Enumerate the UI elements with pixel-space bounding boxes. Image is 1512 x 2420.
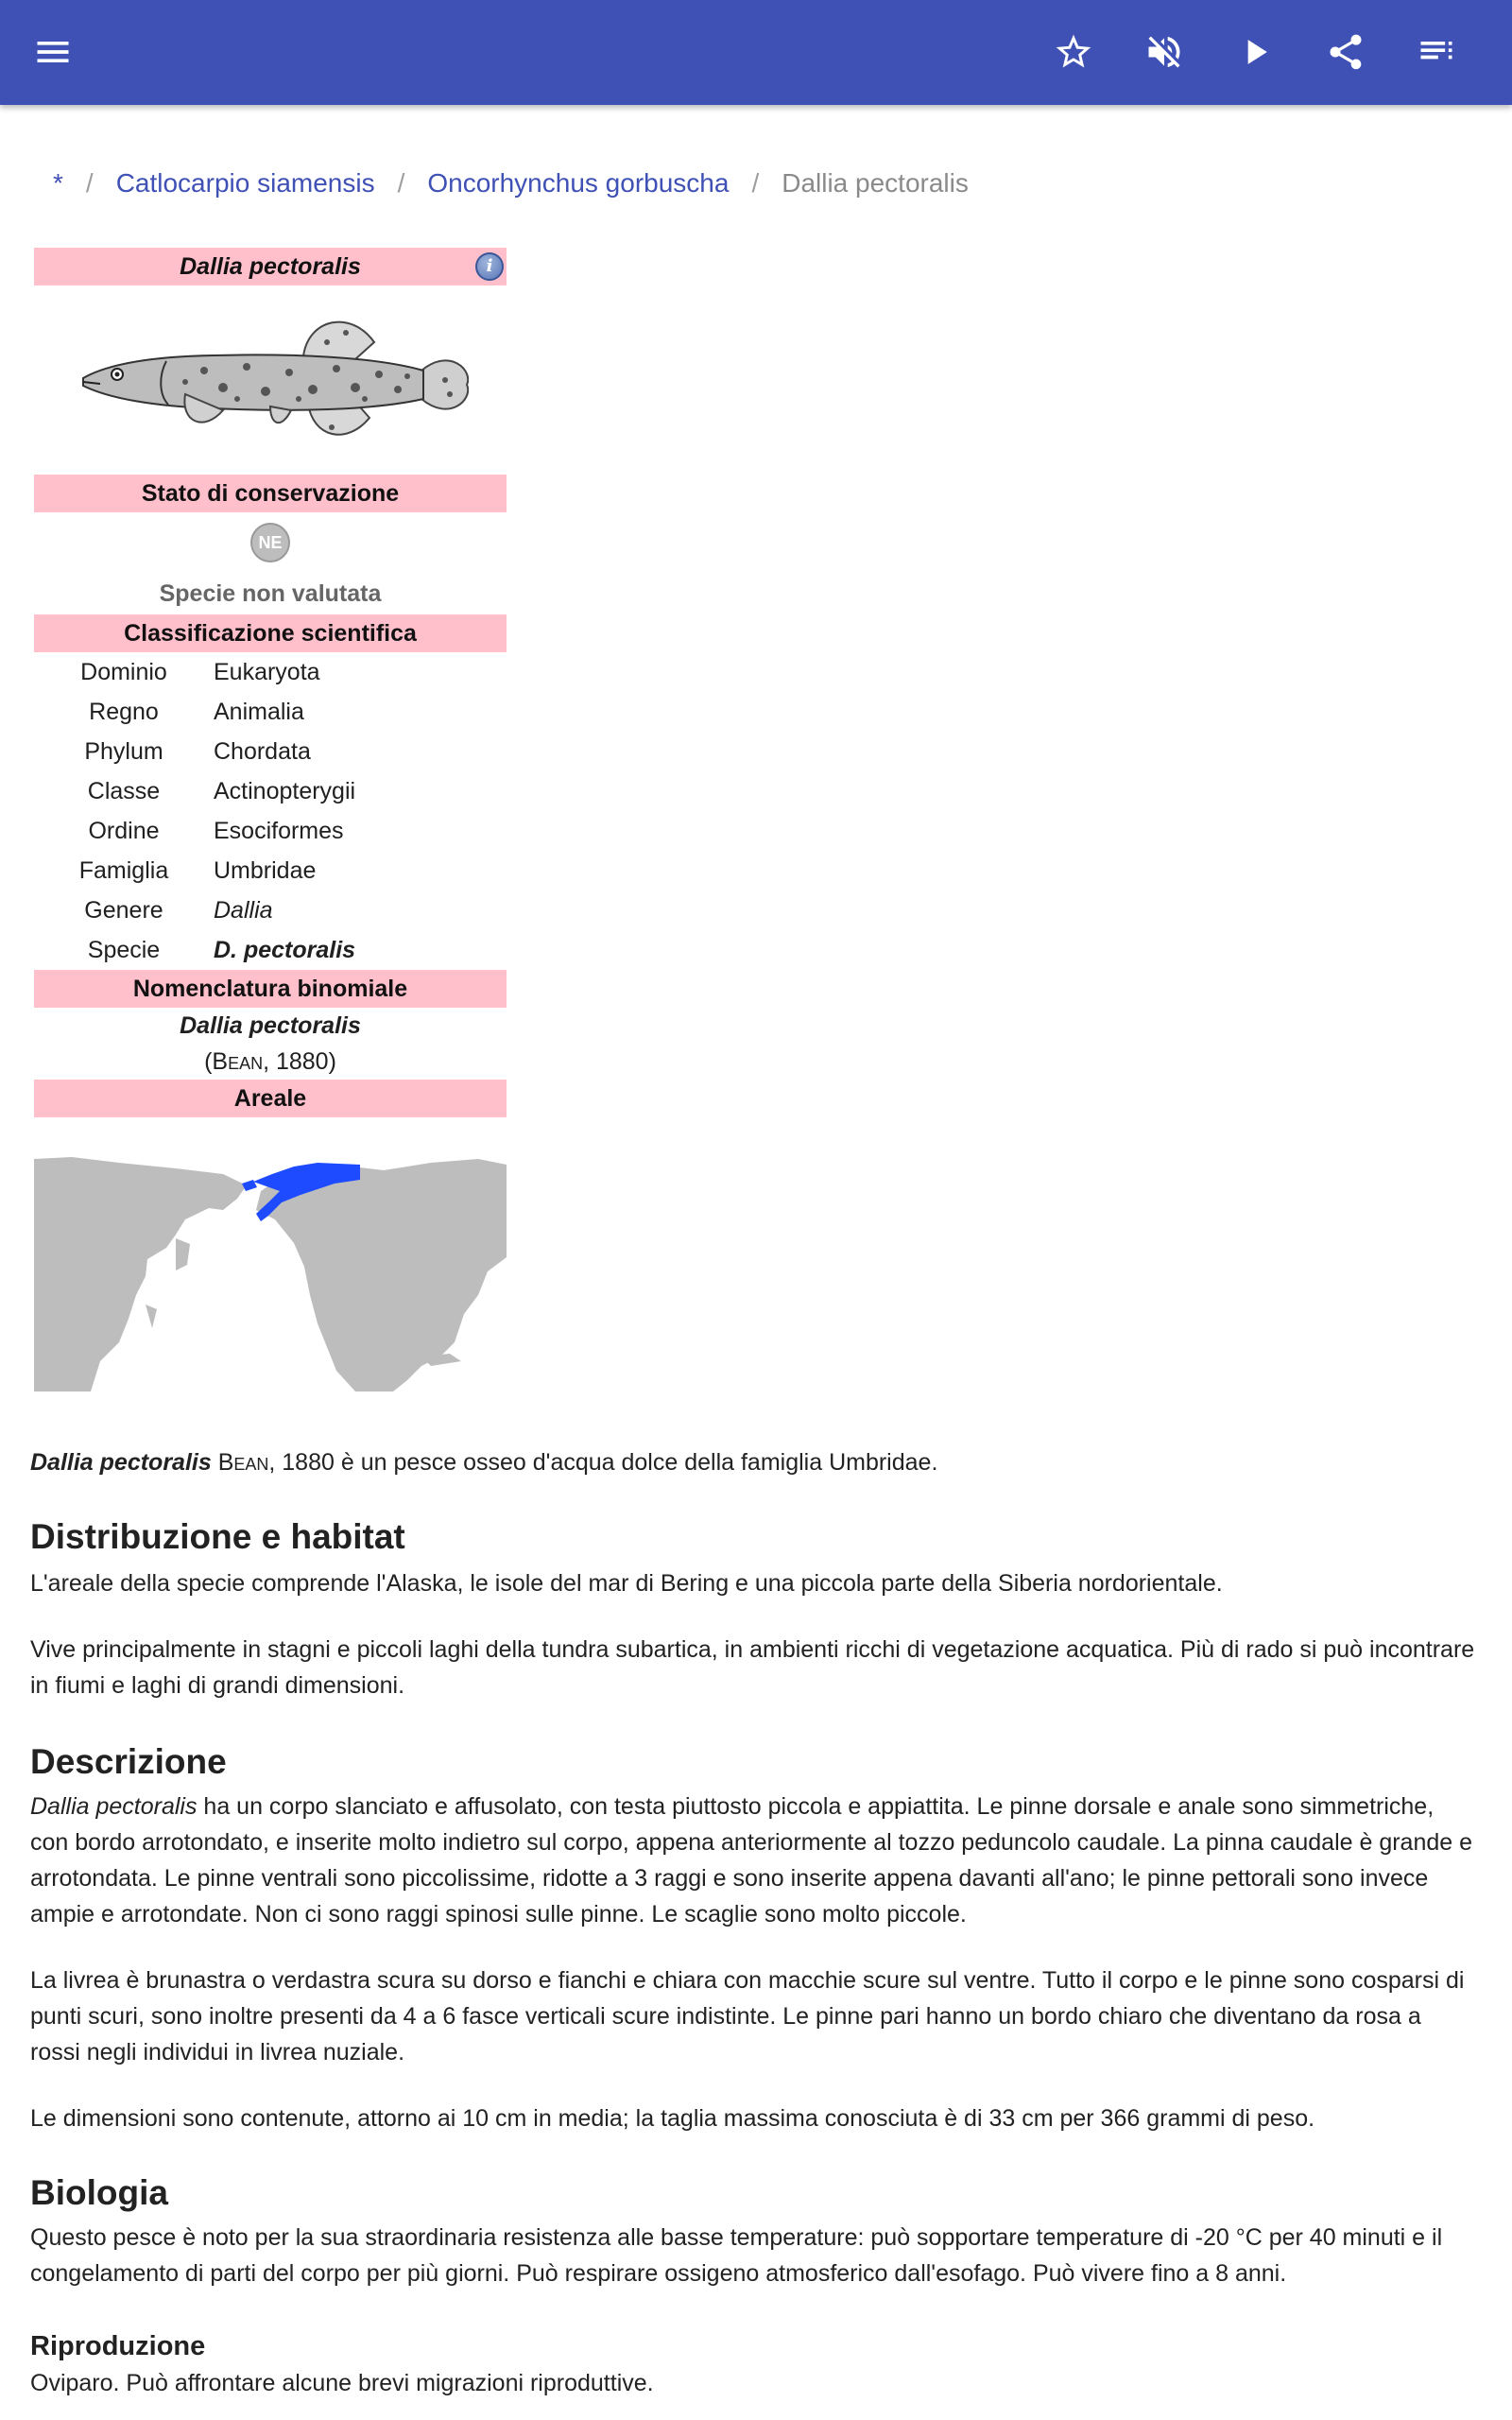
fish-illustration[interactable] [34, 285, 507, 475]
menu-icon [32, 31, 74, 73]
descrizione-species-name: Dallia pectoralis [30, 1793, 198, 1820]
breadcrumb-separator: / [751, 168, 760, 198]
section-title-distribuzione: Distribuzione e habitat [30, 1517, 405, 1556]
taxonomy-row [34, 652, 507, 692]
riproduzione-paragraph: Oviparo. Può affrontare alcune brevi migrazioni riproduttive. [30, 2370, 654, 2396]
breadcrumb-link-root[interactable]: * [53, 168, 63, 198]
breadcrumb-link-catlocarpio[interactable]: Catlocarpio siamensis [115, 168, 375, 198]
conservation-badge-row [34, 512, 507, 573]
volume-off-icon [1143, 31, 1185, 73]
distribuzione-paragraph-1: L'areale della specie comprende l'Alaska, le isole del mar di Bering e una piccola parte della Siberia nordorientale. [30, 1570, 1223, 1597]
range-map-image [34, 1153, 507, 1392]
taxonomy-value[interactable]: Chordata [214, 738, 311, 765]
descrizione-paragraph-1 [30, 1789, 1476, 1932]
taxonomy-value[interactable]: Actinopterygii [214, 778, 356, 804]
binomial-name: Dallia pectoralis [180, 1012, 361, 1039]
taxonomy-row [34, 930, 507, 970]
range-header: Areale [34, 1080, 507, 1117]
taxonomy-value: D. pectoralis [214, 937, 356, 963]
binomial-header: Nomenclatura binomiale [34, 970, 507, 1008]
star-outline-icon [1053, 31, 1094, 73]
taxonomy-rank[interactable]: Dominio [80, 659, 167, 685]
play-button[interactable] [1227, 24, 1283, 80]
taxonomy-row [34, 890, 507, 930]
conservation-badge[interactable]: NE [250, 523, 290, 562]
infobox-title-text: Dallia pectoralis [180, 253, 361, 280]
conservation-status[interactable]: Specie non valutata [159, 580, 382, 607]
taxonomy-rank[interactable]: Regno [89, 699, 159, 725]
taxonomy-rank[interactable]: Classe [87, 778, 161, 804]
taxonomy-rank: Specie [87, 937, 161, 963]
taxonomy-rank[interactable]: Phylum [84, 738, 163, 765]
menu-button[interactable] [25, 24, 81, 80]
breadcrumb-current: Dallia pectoralis [782, 168, 969, 198]
taxonomy-rank[interactable]: Famiglia [78, 857, 169, 884]
taxonomy-row [34, 851, 507, 890]
breadcrumb [53, 168, 969, 199]
breadcrumb-separator: / [85, 168, 94, 198]
intro-species-name: Dallia pectoralis [30, 1449, 212, 1476]
app-bar [0, 0, 1512, 105]
play-icon [1234, 31, 1276, 73]
taxonomy-row [34, 692, 507, 732]
taxonomy-value[interactable]: Esociformes [214, 818, 344, 844]
intro-author[interactable]: Bean [217, 1449, 269, 1476]
taxonomy-value[interactable]: Dallia [214, 897, 273, 924]
section-title-biologia: Biologia [30, 2173, 168, 2212]
intro-text: , 1880 è un pesce osseo d'acqua dolce della famiglia Umbridae. [268, 1449, 938, 1476]
contents-button[interactable] [1408, 24, 1465, 80]
species-infobox [34, 248, 507, 1392]
binomial-year: , 1880) [263, 1048, 336, 1075]
subsection-title-riproduzione: Riproduzione [30, 2331, 206, 2361]
intro-paragraph [30, 1444, 1476, 1480]
binomial-author[interactable]: Bean [212, 1048, 264, 1075]
playlist-icon [1416, 31, 1457, 73]
taxonomy-row [34, 771, 507, 811]
share-icon [1325, 31, 1366, 73]
taxonomy-row [34, 811, 507, 851]
taxonomy-rank[interactable]: Genere [84, 897, 163, 924]
taxonomy-row [34, 732, 507, 771]
breadcrumb-separator: / [397, 168, 405, 198]
binomial-author-paren: ( [204, 1048, 213, 1075]
infobox-title [34, 248, 507, 285]
binomial-author-line [34, 1044, 507, 1080]
range-map[interactable] [34, 1117, 507, 1392]
biologia-paragraph-1: Questo pesce è noto per la sua straordinaria resistenza alle basse temperature: può sopportare temperature di -20 °C per 40 minuti e il congelamento di parti del corpo per più giorni. Può respirare ossigeno atmosferico dall'esofago. Può vivere fino a 8 anni. [30, 2224, 1443, 2287]
favorite-button[interactable] [1045, 24, 1102, 80]
fish-image [72, 304, 469, 456]
descrizione-paragraph-3: Le dimensioni sono contenute, attorno ai 10 cm in media; la taglia massima conosciuta è di 33 cm per 366 grammi di peso. [30, 2105, 1315, 2132]
conservation-header: Stato di conservazione [34, 475, 507, 512]
descrizione-paragraph-2: La livrea è brunastra o verdastra scura su dorso e fianchi e chiara con macchie scure sul ventre. Tutto il corpo e le pinne sono cosparsi di punti scuri, sono inoltre presenti da 4 a 6 fasce verticali scure indistinte. Le pinne pari hanno un bordo chiaro che diventano da rosa a rossi negli individui in livrea nuziale. [30, 1967, 1465, 2066]
mute-button[interactable] [1136, 24, 1193, 80]
classification-header[interactable]: Classificazione scientifica [34, 614, 507, 652]
taxonomy-value[interactable]: Umbridae [214, 857, 317, 884]
taxonomy-value[interactable]: Animalia [214, 699, 304, 725]
taxonomy-rank[interactable]: Ordine [88, 818, 160, 844]
share-button[interactable] [1317, 24, 1374, 80]
descrizione-paragraph-1-text: ha un corpo slanciato e affusolato, con testa piuttosto piccola e appiattita. Le pinne dorsale e anale sono simmetriche, con bordo arrotondato, e inserite molto indietro sul corpo, appena anteriormente al tozzo peduncolo caudale. La pinna caudale è grande e arrotondata. Le pinne ventrali sono piccolissime, ridotte a 3 raggi e sono inserite appena davanti all'ano; le pinne pettorali sono invece ampie e arrotondate. Non ci sono raggi spinosi sulle pinne. Le scaglie sono molto piccole. [30, 1793, 1473, 1927]
taxonomy-value[interactable]: Eukaryota [214, 659, 320, 685]
section-title-descrizione: Descrizione [30, 1742, 227, 1781]
info-icon[interactable]: i [475, 252, 504, 281]
distribuzione-paragraph-2: Vive principalmente in stagni e piccoli laghi della tundra subartica, in ambienti ricchi di vegetazione acquatica. Più di rado si può incontrare in fiumi e laghi di grandi dimensioni. [30, 1636, 1475, 1699]
breadcrumb-link-oncorhynchus[interactable]: Oncorhynchus gorbuscha [427, 168, 730, 198]
